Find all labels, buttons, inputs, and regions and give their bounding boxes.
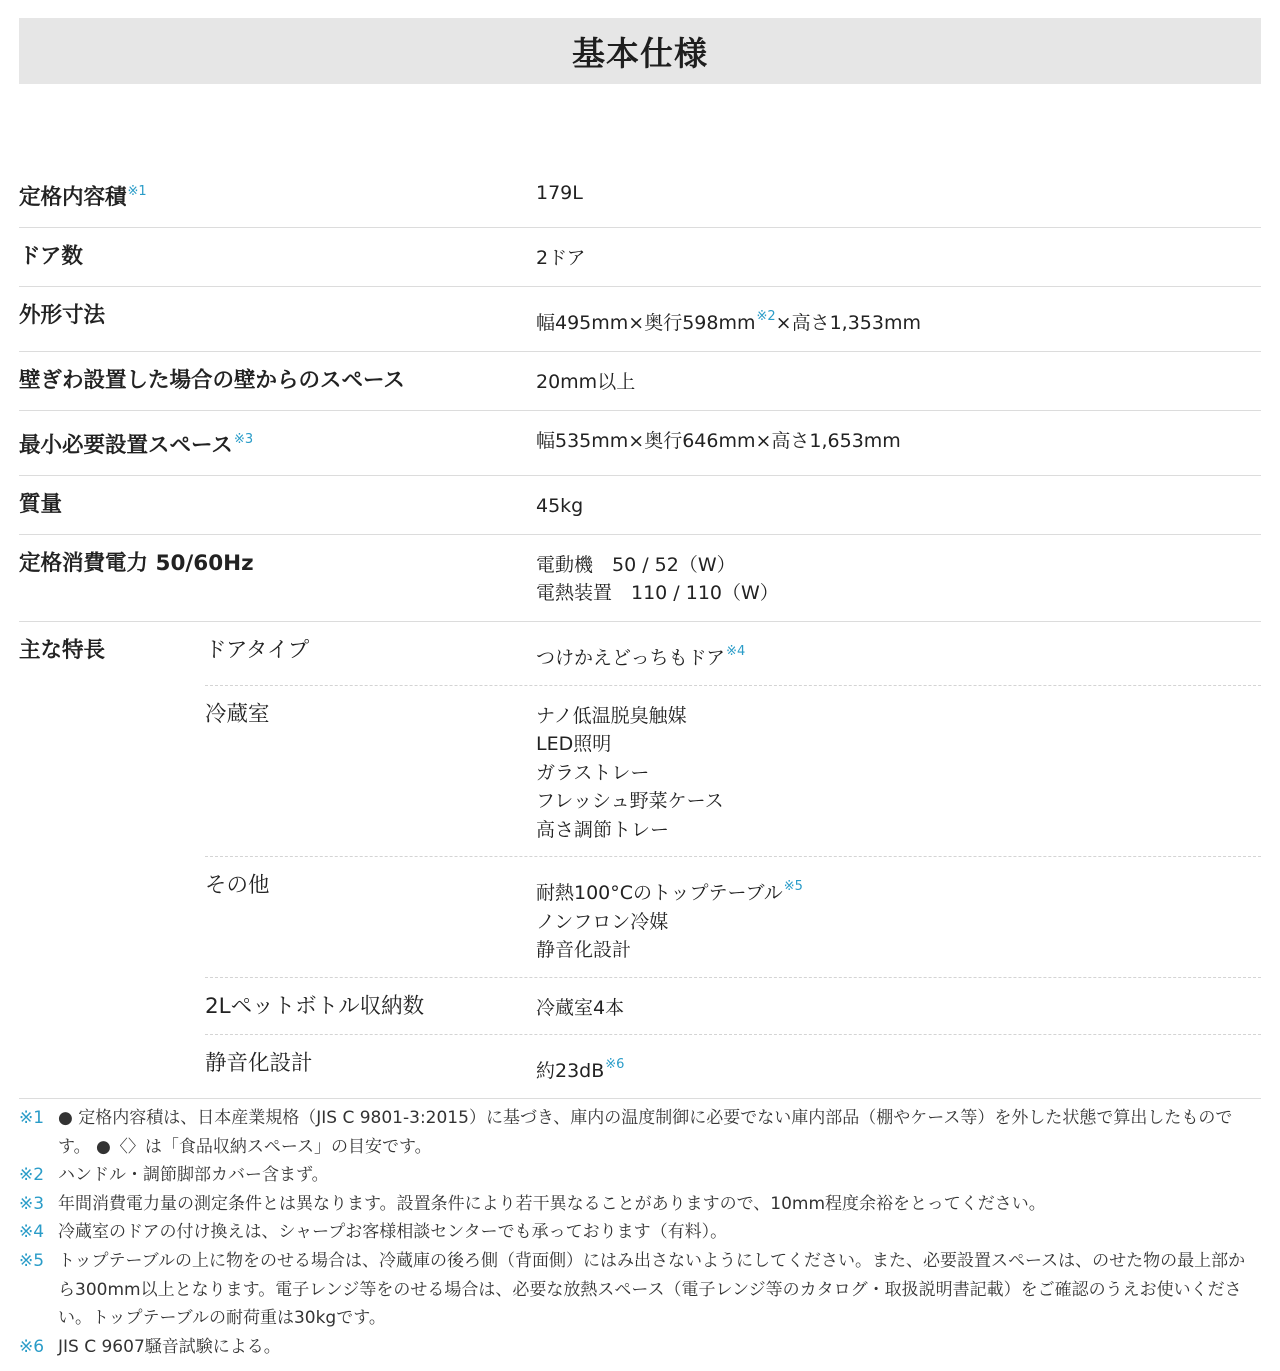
spec-label: 外形寸法 (19, 303, 106, 328)
footnote-5 (19, 1247, 1261, 1333)
footnote-text: ハンドル・調節脚部カバー含まず。 (58, 1165, 329, 1186)
list-item: フレッシュ野菜ケース (536, 790, 724, 812)
feature-value (536, 871, 1261, 965)
footnote-mark: ※1 (19, 1108, 45, 1128)
feature-label: ドアタイプ (205, 638, 310, 663)
footnote-ref: ※2 (756, 309, 776, 324)
feature-bottles (205, 978, 1261, 1036)
spec-value (536, 549, 1261, 607)
footnote-mark: ※3 (19, 1193, 45, 1214)
feature-value: 冷蔵室4本 (536, 996, 625, 1019)
feature-label: その他 (205, 873, 270, 898)
spec-row-wall-space (19, 352, 1261, 411)
spec-row-capacity (19, 163, 1261, 228)
list-item: 耐熱100°Cのトップテーブル$^{※5}$ (536, 879, 803, 904)
spec-label: ドア数 (19, 244, 83, 269)
features-list (205, 622, 1261, 1098)
footnote-mark: ※6 (19, 1336, 45, 1357)
footnote-2 (19, 1161, 1261, 1190)
spec-row-features (19, 622, 1261, 1099)
list-item: ガラストレー (536, 761, 650, 784)
feature-value (536, 700, 1261, 845)
power-heater: 電熱装置 110 / 110（W） (536, 582, 779, 604)
footnote-3 (19, 1190, 1261, 1219)
spec-label: 質量 (19, 492, 63, 517)
footnote-text: 年間消費電力量の測定条件とは異なります。設置条件により若干異なることがありますので、10mm程度余裕をとってください。 (58, 1193, 1046, 1214)
list-item: ナノ低温脱臭触媒 (536, 704, 687, 727)
spec-row-doors (19, 228, 1261, 287)
footnote-ref: ※4 (726, 644, 746, 659)
spec-value: 179L (536, 182, 583, 204)
spec-value: 2ドア (536, 247, 586, 269)
title-bar (19, 18, 1261, 84)
feature-label: 2Lペットボトル収納数 (205, 993, 425, 1019)
feature-quiet (205, 1035, 1261, 1098)
footnotes (19, 1104, 1261, 1361)
spec-value: 幅495mm×奥行598mm$^{※2}$×高さ1,353mm (536, 309, 921, 334)
spec-value: 幅535mm×奥行646mm×高さ1,653mm (536, 430, 901, 452)
feature-label: 冷蔵室 (205, 701, 270, 727)
footnote-6 (19, 1333, 1261, 1362)
spec-row-min-space (19, 411, 1261, 476)
spec-label: 定格内容積$^{※1}$ (19, 184, 147, 210)
features-label: 主な特長 (19, 638, 106, 663)
feature-value: つけかえどっちもドア$^{※4}$ (536, 644, 746, 669)
spec-label: 最小必要設置スペース$^{※3}$ (19, 432, 254, 458)
spec-table (19, 163, 1261, 1099)
footnote-mark: ※2 (19, 1165, 45, 1186)
spec-row-mass (19, 476, 1261, 535)
footnote-ref: ※3 (233, 432, 254, 447)
footnote-text: トップテーブルの上に物をのせる場合は、冷蔵庫の後ろ側（背面側）にはみ出さないようにしてください。また、必要設置スペースは、のせた物の最上部から300mm以上となります。電子レンジ等をのせる場合は、必要な放熱スペース（電子レンジ等のカタログ・取扱説明書記載）をご確認のうえお使いください。トップテーブルの耐荷重は30kgです。 (58, 1250, 1246, 1329)
page-title: 基本仕様 (572, 33, 708, 73)
spec-value: 20mm以上 (536, 371, 636, 393)
feature-value: 約23dB$^{※6}$ (536, 1057, 625, 1082)
spec-row-dimensions (19, 287, 1261, 352)
footnote-mark: ※5 (19, 1250, 45, 1271)
spec-label: 壁ぎわ設置した場合の壁からのスペース (19, 368, 405, 393)
footnote-ref: ※6 (605, 1057, 625, 1072)
feature-fridge (205, 686, 1261, 858)
spec-label: 定格消費電力 50/60Hz (19, 551, 254, 576)
list-item: LED照明 (536, 733, 612, 755)
spec-value: 45kg (536, 495, 584, 517)
list-item: ノンフロン冷媒 (536, 910, 669, 933)
footnote-mark: ※4 (19, 1222, 45, 1243)
feature-other (205, 857, 1261, 978)
footnote-ref: ※5 (783, 879, 803, 894)
power-motor: 電動機 50 / 52（W） (536, 554, 736, 576)
spec-row-power (19, 535, 1261, 622)
feature-door-type (205, 622, 1261, 686)
footnote-1 (19, 1104, 1261, 1161)
footnote-text: JIS C 9607騒音試験による。 (58, 1336, 281, 1357)
feature-label: 静音化設計 (205, 1051, 313, 1076)
footnote-text: ● 定格内容積は、日本産業規格（JIS C 9801-3:2015）に基づき、庫内の温度制御に必要でない庫内部品（棚やケース等）を外した状態で算出したものです。 ●〈〉は「食品収納スペース」の目安です。 (58, 1108, 1233, 1157)
list-item: 高さ調節トレー (536, 818, 670, 841)
footnote-ref: ※1 (127, 184, 147, 199)
footnote-text: 冷蔵室のドアの付け換えは、シャープお客様相談センターでも承っております（有料）。 (58, 1222, 728, 1243)
list-item: 静音化設計 (536, 939, 632, 961)
footnote-4 (19, 1218, 1261, 1247)
